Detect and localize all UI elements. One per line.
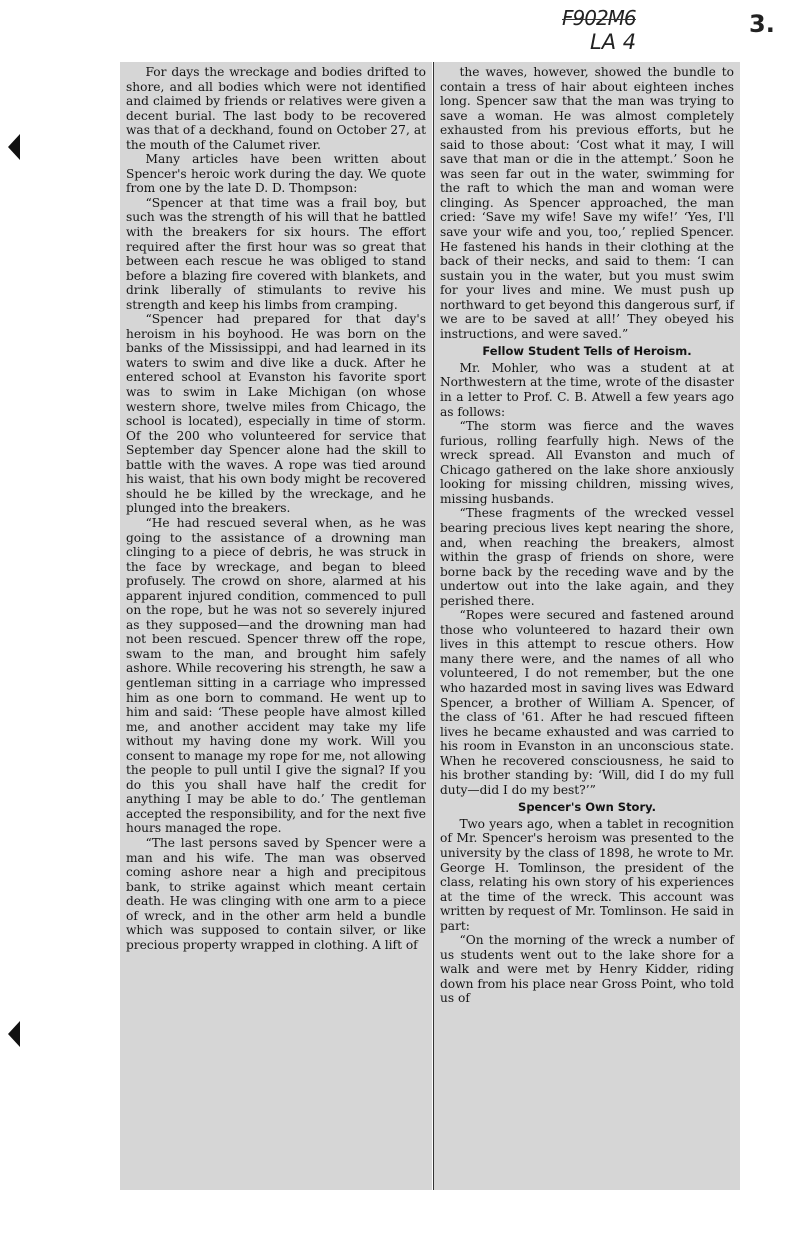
subheading-fellow-student: Fellow Student Tells of Heroism.: [482, 344, 692, 359]
handwritten-catalog-number: F902M6: [562, 6, 636, 30]
left-paragraph-4: “Spencer had prepared for that day's heroism in his boyhood. He was born on the banks of the Mississippi, and had learned in its waters to swim and dive like a duck. After he entered school at Evanston his favorite sport was to swim in Lake Michigan (on whose western shore, twelve miles from Chicago, the school is located), especially in time of storm. Of the 200 who volunteered for service that September day Spencer alone had the skill to battle with the waves. A rope was tied around his waist, that his own body might be recovered should he be killed by the wreckage, and he plunged into the breakers.: [126, 312, 426, 516]
right-paragraph-3: “The storm was fierce and the waves furious, rolling fearfully high. News of the wreck spread. All Evanston and much of Chicago gathered on the lake shore anxiously looking for missing children, missing wives, missing husbands.: [440, 419, 734, 506]
page-number: 3.: [749, 10, 775, 38]
subheading-own-story: Spencer's Own Story.: [518, 800, 656, 815]
handwritten-folder-mark: LA 4: [590, 30, 637, 54]
binder-hole-mark-top: [8, 134, 20, 160]
right-paragraph-1: the waves, however, showed the bundle to contain a tress of hair about eighteen inches long. Spencer saw that the man was trying to save a woman. He was almost completely exhausted from his previous efforts, but he said to those about: ‘Cost what it may, I will save that man or die in the attempt.’ Soon he was seen far out in the water, swimming for the raft to which the man and woman were clinging. As Spencer approached, the man cried: ‘Save my wife! Save my wife!’ ‘Yes, I'll save your wife and you, too,’ replied Spencer. He fastened his hands in their clothing at the back of their necks, and said to them: ‘I can sustain you in the water, but you must swim for your lives and mine. We must push up northward to get beyond this dangerous surf, if we are to be saved at all!’ They obeyed his instructions, and were saved.”: [440, 65, 734, 341]
left-paragraph-3: “Spencer at that time was a frail boy, but such was the strength of his will that he battled with the breakers for six hours. The effort required after the first hour was so great that between each rescue he was obliged to stand before a blazing fire covered with blankets, and drink liberally of stimulants to revive his strength and keep his limbs from cramping.: [126, 195, 426, 312]
left-paragraph-5: “He had rescued several when, as he was going to the assistance of a drowning man clinging to a piece of debris, he was struck in the face by wreckage, and began to bleed profusely. The crowd on shore, alarmed at his apparent injured condition, commenced to pull on the rope, but he was not so severely injured as they supposed—and the drowning man had not been rescued. Spencer threw off the rope, swam to the man, and brought him safely ashore. While recovering his strength, he saw a gentleman sitting in a carriage who impressed him as one born to command. He went up to him and said: ‘These people have almost killed me, and another accident may take my life without my having done my work. Will you consent to manage my rope for me, not allowing the people to pull until I give the signal? If you do this you shall have half the credit for anything I may be able to do.’ The gentleman accepted the responsibility, and for the next five hours managed the rope.: [126, 515, 426, 836]
right-paragraph-6: Two years ago, when a tablet in recognition of Mr. Spencer's heroism was presented to the university by the class of 1898, he wrote to Mr. George H. Tomlinson, the president of the class, relating his own story of his experiences at the time of the wreck. This account was written by request of Mr. Tomlinson. He said in part:: [440, 816, 734, 933]
right-paragraph-4: “These fragments of the wrecked vessel bearing precious lives kept nearing the shore, and, when reaching the breakers, almost within the grasp of friends on shore, were borne back by the receding wave and by the undertow out into the lake again, and they perished there.: [440, 506, 734, 608]
left-paragraph-1: For days the wreckage and bodies drifted to shore, and all bodies which were not identified and claimed by friends or relatives were given a decent burial. The last body to be recovered was that of a deckhand, found on October 27, at the mouth of the Calumet river.: [126, 65, 426, 152]
binder-hole-mark-bottom: [8, 1021, 20, 1047]
left-paragraph-6: “The last persons saved by Spencer were a man and his wife. The man was observed coming ashore near a high and precipitous bank, to strike against which meant certain death. He was clinging with one arm to a piece of wreck, and in the other arm held a bundle which was supposed to contain silver, or like precious property wrapped in clothing. A lift of: [126, 835, 426, 952]
clipping-right-column: [434, 62, 740, 1190]
right-paragraph-5: “Ropes were secured and fastened around those who volunteered to hazard their own lives in this attempt to rescue others. How many there were, and the names of all who volunteered, I do not remember, but the one who hazarded most in saving lives was Edward Spencer, a brother of William A. Spencer, of the class of '61. After he had rescued fifteen lives he became exhausted and was carried to his room in Evanston in an unconscious state. When he recovered consciousness, he said to his brother standing by: ‘Will, did I do my full duty—did I do my best?’”: [440, 608, 734, 797]
right-paragraph-2: Mr. Mohler, who was a student at at Northwestern at the time, wrote of the disaster in a letter to Prof. C. B. Atwell a few years ago as follows:: [440, 360, 734, 419]
right-paragraph-7: “On the morning of the wreck a number of us students went out to the lake shore for a walk and were met by Henry Kidder, riding down from his place near Gross Point, who told us of: [440, 933, 734, 1006]
left-paragraph-2: Many articles have been written about Spencer's heroic work during the day. We quote from one by the late D. D. Thompson:: [126, 152, 426, 196]
clipping-left-column: [120, 62, 432, 1190]
